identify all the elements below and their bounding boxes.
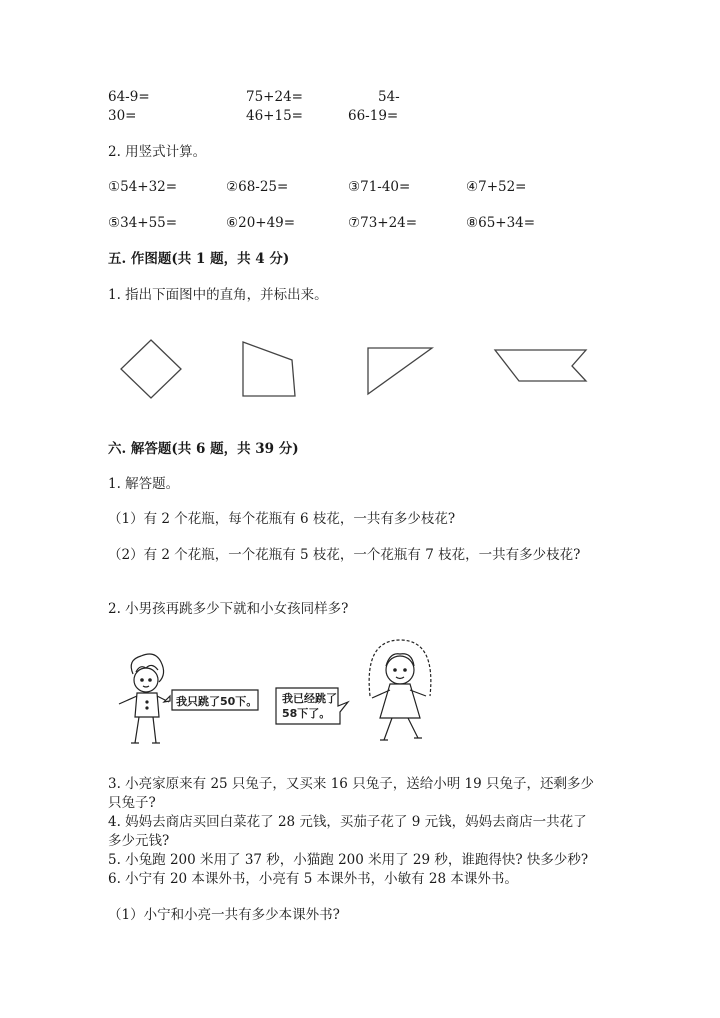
flag-shape <box>495 350 586 381</box>
shapes-figure <box>0 330 720 410</box>
girl-figure <box>369 640 431 740</box>
girl-bubble-text-2: 58下了。 <box>282 707 331 720</box>
jump-rope-illustration <box>0 640 720 760</box>
section5-title: 五. 作图题(共 1 题，共 4 分) <box>108 251 290 267</box>
girl-speech-bubble <box>276 688 348 724</box>
vertical-calc-item: ⑤34+55= <box>108 215 178 231</box>
section6-q1-sub1: （1）有 2 个花瓶，每个花瓶有 6 枝花，一共有多少枝花? <box>108 511 456 527</box>
girl-bubble-text-1: 我已经跳了 <box>282 692 337 705</box>
mental-math-5: 46+15= <box>246 108 303 124</box>
section6-q3-line2: 只兔子? <box>108 795 156 811</box>
vertical-calc-item: ⑥20+49= <box>226 215 296 231</box>
section6-q4-line2: 多少元钱? <box>108 833 170 849</box>
boy-figure <box>119 654 169 743</box>
diamond-shape <box>121 340 181 398</box>
section6-q6-sub1: （1）小宁和小亮一共有多少本课外书? <box>108 907 340 923</box>
vertical-calc-heading: 2. 用竖式计算。 <box>108 144 207 160</box>
vertical-calc-item: ③71-40= <box>348 179 411 195</box>
vertical-calc-item: ⑧65+34= <box>466 215 536 231</box>
section6-q5: 5. 小兔跑 200 米用了 37 秒，小猫跑 200 米用了 29 秒，谁跑得快? 快多少秒? <box>108 852 589 868</box>
vertical-calc-item: ④7+52= <box>466 179 527 195</box>
mental-math-1: 64-9= <box>108 89 150 105</box>
section6-q1: 1. 解答题。 <box>108 476 180 492</box>
mental-math-3: 54- <box>378 89 400 105</box>
section6-q3-line1: 3. 小亮家原来有 25 只兔子，又买来 16 只兔子，送给小明 19 只兔子，还剩多少 <box>108 776 594 792</box>
vertical-calc-item: ⑦73+24= <box>348 215 418 231</box>
vertical-calc-item: ①54+32= <box>108 179 178 195</box>
boy-speech-bubble <box>164 690 258 710</box>
triangle-shape <box>368 348 432 394</box>
mental-math-6: 66-19= <box>348 108 399 124</box>
boy-bubble-text: 我只跳了50下。 <box>176 695 258 708</box>
section5-q1: 1. 指出下面图中的直角，并标出来。 <box>108 287 328 303</box>
mental-math-4: 30= <box>108 108 137 124</box>
section6-q1-sub2: （2）有 2 个花瓶，一个花瓶有 5 枝花，一个花瓶有 7 枝花，一共有多少枝花? <box>108 547 581 563</box>
mental-math-2: 75+24= <box>246 89 303 105</box>
section6-q6: 6. 小宁有 20 本课外书，小亮有 5 本课外书，小敏有 28 本课外书。 <box>108 871 518 887</box>
vertical-calc-item: ②68-25= <box>226 179 289 195</box>
section6-q4-line1: 4. 妈妈去商店买回白菜花了 28 元钱，买茄子花了 9 元钱，妈妈去商店一共花了 <box>108 814 587 830</box>
section6-title: 六. 解答题(共 6 题，共 39 分) <box>108 441 299 457</box>
quadrilateral-shape <box>243 342 295 396</box>
section6-q2: 2. 小男孩再跳多少下就和小女孩同样多? <box>108 601 349 617</box>
